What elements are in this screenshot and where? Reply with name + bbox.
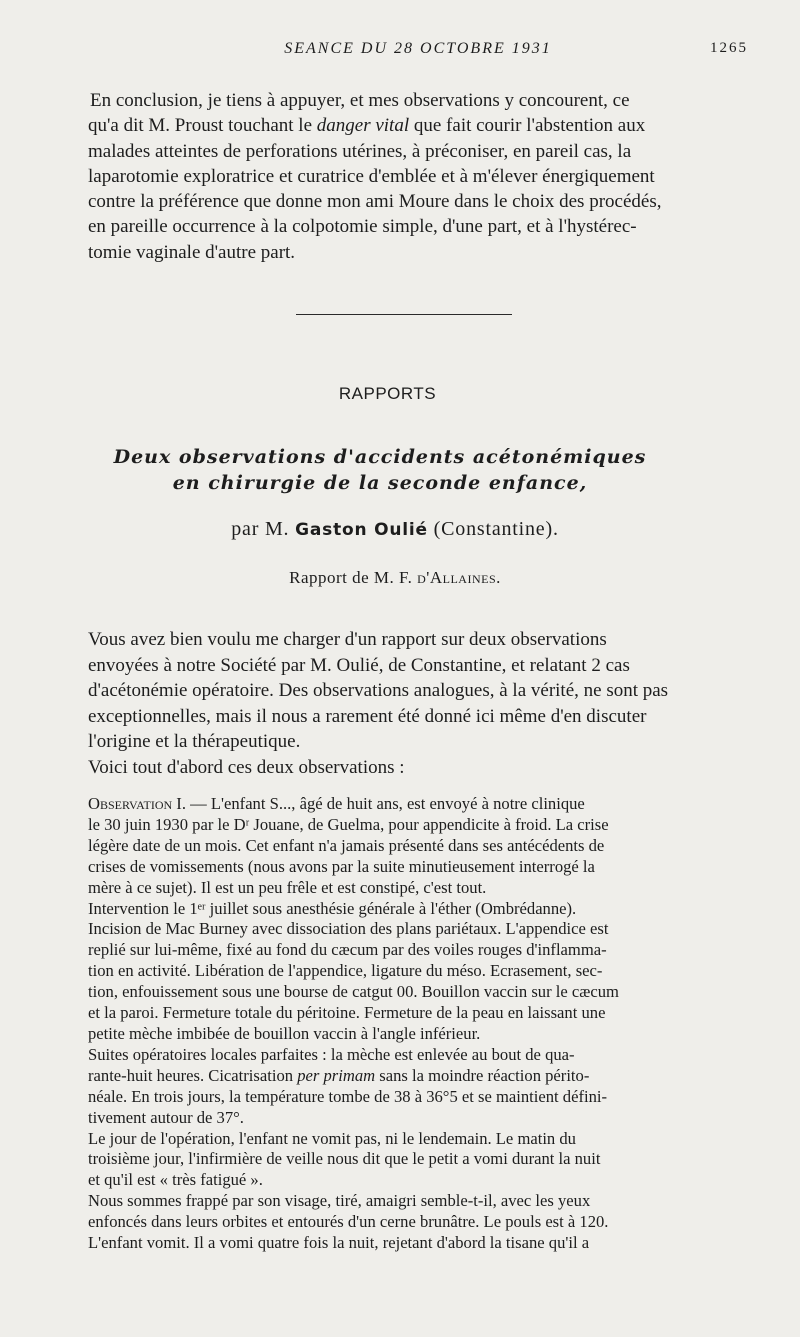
text-line: exceptionnelles, mais il nous a rarement été donné ici même d'en discuter bbox=[88, 705, 647, 727]
text-line: en pareille occurrence à la colpotomie simple, d'une part, et à l'hystérec- bbox=[88, 216, 637, 238]
text-line: Incision de Mac Burney avec dissociation des plans pariétaux. L'appendice est bbox=[88, 919, 609, 939]
text-line: Suites opératoires locales parfaites : la mèche est enlevée au bout de qua- bbox=[88, 1044, 575, 1064]
conclusion-paragraph bbox=[88, 88, 748, 265]
text-line: tomie vaginale d'autre part. bbox=[88, 241, 296, 263]
text-line: replié sur lui-même, fixé au fond du cæcum par des voiles rouges d'inflamma- bbox=[88, 940, 607, 960]
text-line: et la paroi. Fermeture totale du péritoine. Fermeture de la peau en laissant une bbox=[88, 1003, 606, 1023]
observation-text bbox=[88, 794, 748, 1254]
text-line: Observation I. — L'enfant S..., âgé de huit ans, est envoyé à notre clinique bbox=[88, 794, 585, 813]
author-name: Gaston Oulié bbox=[295, 520, 428, 540]
text-line: mère à ce sujet). Il est un peu frêle et est constipé, c'est tout. bbox=[88, 877, 487, 897]
text-line: enfoncés dans leurs orbites et entourés d'un cerne brunâtre. Le pouls est à 120. bbox=[88, 1212, 609, 1232]
text-line: tion, enfouissement sous une bourse de catgut 00. Bouillon vaccin sur le cæcum bbox=[88, 982, 619, 1002]
text-line: d'acétonémie opératoire. Des observations analogues, à la vérité, ne sont pas bbox=[88, 680, 669, 701]
text-line: malades atteintes de perforations utérines, à préconiser, en pareil cas, la bbox=[88, 140, 632, 162]
text-line: tion en activité. Libération de l'appendice, ligature du méso. Ecrasement, sec- bbox=[88, 961, 603, 981]
byline: par M. Gaston Oulié (Constantine). bbox=[231, 518, 559, 540]
section-divider bbox=[296, 314, 512, 315]
running-head bbox=[88, 40, 748, 68]
text-line: Intervention le 1ᵉʳ juillet sous anesthésie générale à l'éther (Ombrédanne). bbox=[88, 898, 577, 918]
text-line: et qu'il est « très fatigué ». bbox=[88, 1170, 263, 1190]
text-line: Le jour de l'opération, l'enfant ne vomit pas, ni le lendemain. Le matin du bbox=[88, 1128, 576, 1148]
text-line: Voici tout d'abord ces deux observations : bbox=[88, 756, 405, 778]
observation-label: Observation I. bbox=[88, 794, 186, 813]
text-line: petite mèche imbibée de bouillon vaccin à l'angle inférieur. bbox=[88, 1023, 481, 1043]
text-line: L'enfant vomit. Il a vomi quatre fois la nuit, rejetant d'abord la tisane qu'il a bbox=[88, 1233, 590, 1253]
text-line: qu'a dit M. Proust touchant le danger vital que fait courir l'abstention aux bbox=[88, 115, 646, 137]
emphasis: per primam bbox=[297, 1065, 376, 1085]
text-line: En conclusion, je tiens à appuyer, et mes observations y concourent, ce bbox=[90, 90, 630, 111]
page-number: 1265 bbox=[710, 40, 748, 56]
text-line: laparotomie exploratrice et curatrice d'emblée et à m'élever énergiquement bbox=[88, 165, 655, 187]
intro-paragraph bbox=[88, 627, 748, 780]
text-line: crises de vomissements (nous avons par la suite minutieusement interrogé la bbox=[88, 856, 595, 876]
text-line: le 30 juin 1930 par le Dʳ Jouane, de Guelma, pour appendicite à froid. La crise bbox=[88, 814, 609, 834]
section-heading: RAPPORTS bbox=[338, 384, 437, 403]
text-line: légère date de un mois. Cet enfant n'a jamais présenté dans ses antécédents de bbox=[88, 835, 605, 855]
text-line: Vous avez bien voulu me charger d'un rapport sur deux observations bbox=[88, 629, 607, 650]
text-line: néale. En trois jours, la température tombe de 38 à 36°5 et se maintient défini- bbox=[88, 1086, 608, 1106]
text-line: tivement autour de 37°. bbox=[88, 1107, 244, 1127]
reporter-name: d'Allaines. bbox=[417, 568, 501, 587]
text-line: contre la préférence que donne mon ami Moure dans le choix des procédés, bbox=[88, 191, 662, 213]
text-line: troisième jour, l'infirmière de veille nous dit que le petit a vomi durant la nuit bbox=[88, 1149, 601, 1169]
article-title bbox=[90, 444, 670, 496]
text-line: envoyées à notre Société par M. Oulié, de Constantine, et relatant 2 cas bbox=[88, 654, 630, 676]
article-title-line: Deux observations d'accidents acétonémiques bbox=[113, 446, 647, 468]
emphasis: danger vital bbox=[316, 115, 410, 137]
text-line: Nous sommes frappé par son visage, tiré, amaigri semble-t-il, avec les yeux bbox=[88, 1191, 591, 1211]
text-line: l'origine et la thérapeutique. bbox=[88, 731, 301, 752]
text-line: rante-huit heures. Cicatrisation per primam sans la moindre réaction périto- bbox=[88, 1065, 590, 1085]
article-title-line: en chirurgie de la seconde enfance, bbox=[172, 472, 588, 494]
running-head-title: SEANCE DU 28 OCTOBRE 1931 bbox=[284, 40, 552, 57]
report-attribution: Rapport de M. F. d'Allaines. bbox=[289, 568, 501, 587]
